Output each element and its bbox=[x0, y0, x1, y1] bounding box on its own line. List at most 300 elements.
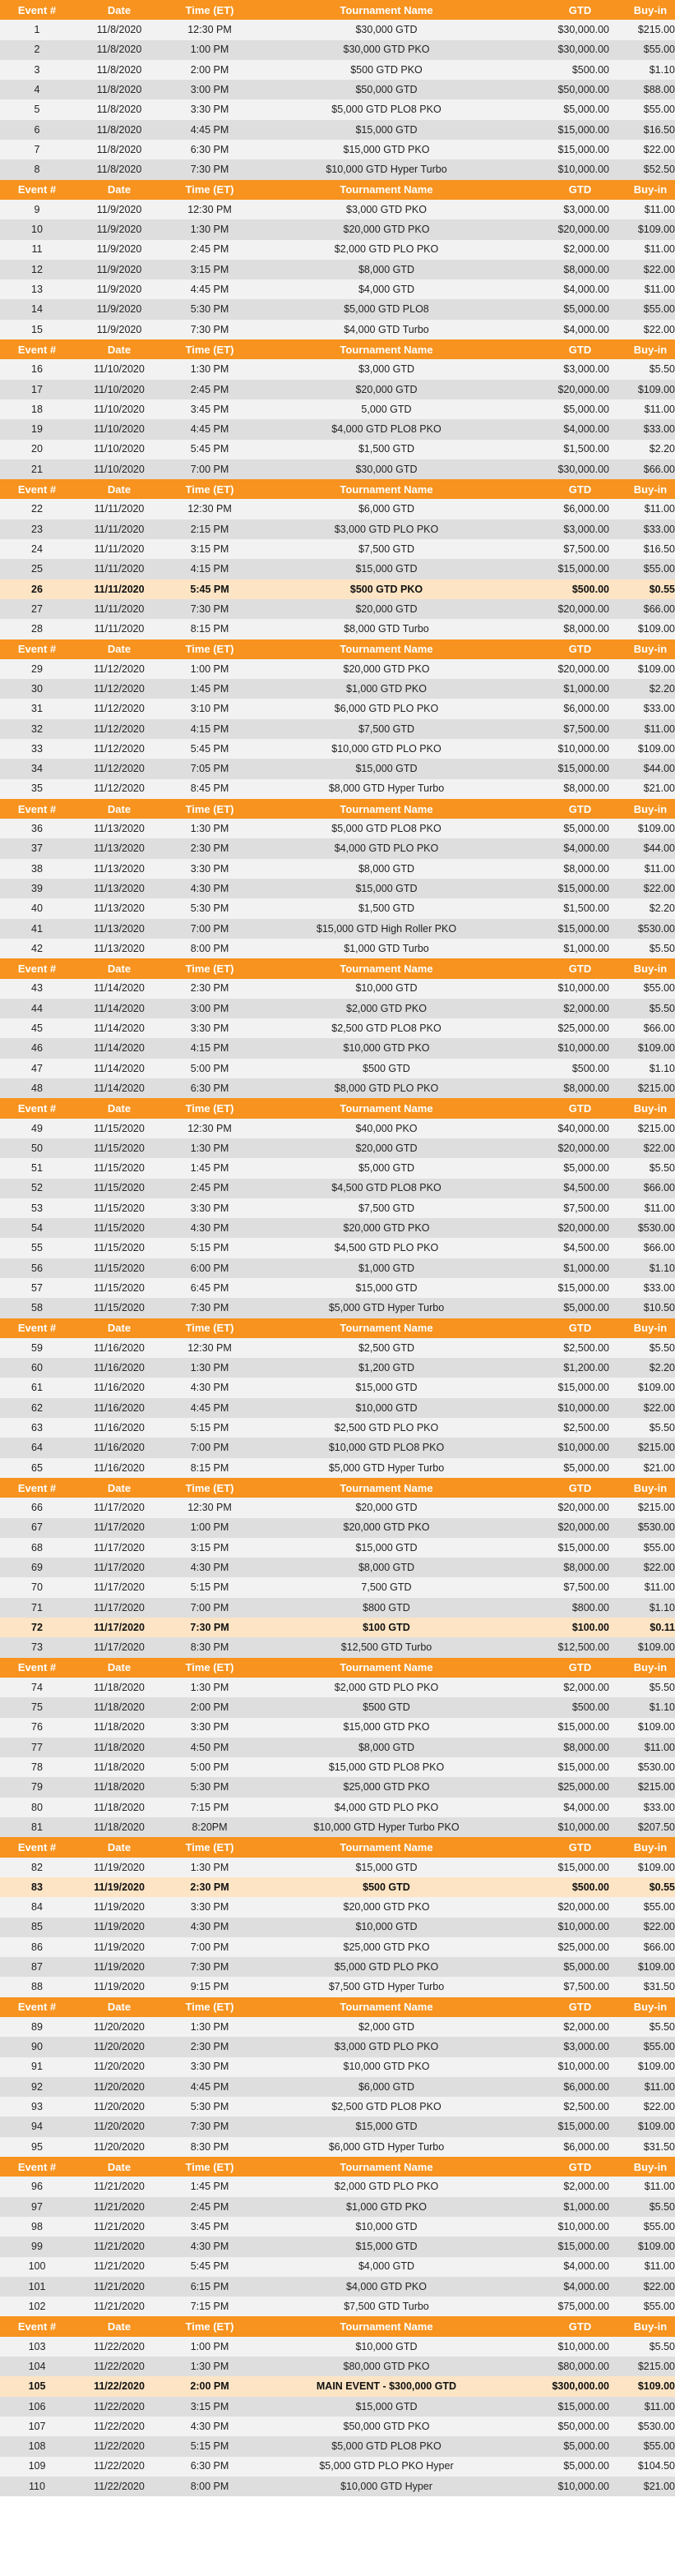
cell-name: $20,000 GTD PKO bbox=[255, 1218, 518, 1238]
cell-time: 3:30 PM bbox=[164, 1198, 255, 1218]
cell-name: $100 GTD bbox=[255, 1618, 518, 1637]
cell-time: 2:45 PM bbox=[164, 240, 255, 260]
cell-name: $10,000 GTD PKO bbox=[255, 2057, 518, 2077]
cell-event: 34 bbox=[0, 759, 74, 778]
cell-name: $800 GTD bbox=[255, 1598, 518, 1618]
column-header-gtd: GTD bbox=[518, 1098, 609, 1118]
cell-event: 1 bbox=[0, 20, 74, 39]
cell-date: 11/20/2020 bbox=[74, 2017, 164, 2037]
cell-gtd: $75,000.00 bbox=[518, 2297, 609, 2316]
cell-name: $20,000 GTD PKO bbox=[255, 1518, 518, 1538]
cell-buyin: $1.10 bbox=[609, 1697, 675, 1717]
cell-buyin: $104.50 bbox=[609, 2457, 675, 2477]
tournament-row bbox=[0, 2017, 675, 2037]
cell-buyin: $215.00 bbox=[609, 1498, 675, 1517]
cell-time: 5:45 PM bbox=[164, 739, 255, 759]
column-header-buyin: Buy-in bbox=[609, 1997, 675, 2017]
cell-time: 1:00 PM bbox=[164, 40, 255, 60]
cell-gtd: $20,000.00 bbox=[518, 380, 609, 399]
cell-time: 7:30 PM bbox=[164, 2117, 255, 2136]
cell-gtd: $4,000.00 bbox=[518, 838, 609, 858]
cell-date: 11/14/2020 bbox=[74, 1018, 164, 1038]
cell-event: 102 bbox=[0, 2297, 74, 2316]
cell-time: 5:15 PM bbox=[164, 1418, 255, 1438]
cell-gtd: $8,000.00 bbox=[518, 859, 609, 879]
cell-date: 11/21/2020 bbox=[74, 2277, 164, 2297]
cell-name: $1,200 GTD bbox=[255, 1358, 518, 1378]
cell-time: 6:45 PM bbox=[164, 1278, 255, 1298]
cell-event: 62 bbox=[0, 1398, 74, 1418]
cell-buyin: $33.00 bbox=[609, 699, 675, 718]
cell-buyin: $66.00 bbox=[609, 1238, 675, 1258]
cell-date: 11/16/2020 bbox=[74, 1338, 164, 1358]
cell-buyin: $109.00 bbox=[609, 2376, 675, 2396]
cell-event: 56 bbox=[0, 1258, 74, 1278]
cell-time: 8:45 PM bbox=[164, 779, 255, 799]
cell-name: $12,500 GTD Turbo bbox=[255, 1637, 518, 1657]
cell-buyin: $109.00 bbox=[609, 2057, 675, 2077]
cell-buyin: $11.00 bbox=[609, 859, 675, 879]
cell-name: $5,000 GTD Hyper Turbo bbox=[255, 1298, 518, 1318]
tournament-row bbox=[0, 40, 675, 60]
column-header-date: Date bbox=[74, 1098, 164, 1118]
cell-event: 13 bbox=[0, 279, 74, 299]
cell-buyin: $109.00 bbox=[609, 1637, 675, 1657]
cell-gtd: $4,000.00 bbox=[518, 419, 609, 439]
day-header-row bbox=[0, 2316, 675, 2336]
column-header-event: Event # bbox=[0, 958, 74, 978]
cell-date: 11/18/2020 bbox=[74, 1817, 164, 1837]
cell-event: 84 bbox=[0, 1897, 74, 1917]
cell-date: 11/13/2020 bbox=[74, 939, 164, 958]
cell-buyin: $11.00 bbox=[609, 1738, 675, 1757]
cell-time: 6:30 PM bbox=[164, 2457, 255, 2477]
cell-time: 12:30 PM bbox=[164, 1498, 255, 1517]
cell-event: 85 bbox=[0, 1918, 74, 1937]
cell-time: 3:00 PM bbox=[164, 80, 255, 99]
cell-name: $10,000 GTD bbox=[255, 2217, 518, 2237]
cell-name: $1,000 GTD PKO bbox=[255, 2197, 518, 2217]
cell-buyin: $0.11 bbox=[609, 1618, 675, 1637]
cell-gtd: $12,500.00 bbox=[518, 1637, 609, 1657]
cell-buyin: $22.00 bbox=[609, 879, 675, 898]
cell-date: 11/14/2020 bbox=[74, 999, 164, 1018]
cell-event: 65 bbox=[0, 1458, 74, 1478]
cell-buyin: $2.20 bbox=[609, 898, 675, 918]
cell-buyin: $21.00 bbox=[609, 1458, 675, 1478]
tournament-row bbox=[0, 2397, 675, 2417]
tournament-row bbox=[0, 1138, 675, 1158]
cell-event: 100 bbox=[0, 2257, 74, 2277]
column-header-name: Tournament Name bbox=[255, 1837, 518, 1857]
cell-date: 11/22/2020 bbox=[74, 2457, 164, 2477]
tournament-row bbox=[0, 2237, 675, 2256]
cell-event: 60 bbox=[0, 1358, 74, 1378]
cell-date: 11/22/2020 bbox=[74, 2357, 164, 2376]
cell-time: 3:10 PM bbox=[164, 699, 255, 718]
tournament-row bbox=[0, 1637, 675, 1657]
cell-name: $2,500 GTD PLO PKO bbox=[255, 1418, 518, 1438]
cell-date: 11/9/2020 bbox=[74, 299, 164, 319]
cell-time: 8:15 PM bbox=[164, 1458, 255, 1478]
tournament-row bbox=[0, 2037, 675, 2057]
cell-name: $5,000 GTD PLO8 PKO bbox=[255, 819, 518, 838]
cell-time: 1:30 PM bbox=[164, 819, 255, 838]
cell-buyin: $22.00 bbox=[609, 1398, 675, 1418]
tournament-row bbox=[0, 1697, 675, 1717]
cell-gtd: $10,000.00 bbox=[518, 979, 609, 999]
cell-gtd: $2,000.00 bbox=[518, 2177, 609, 2196]
tournament-row bbox=[0, 1757, 675, 1777]
cell-gtd: $40,000.00 bbox=[518, 1119, 609, 1138]
cell-event: 79 bbox=[0, 1777, 74, 1797]
cell-event: 61 bbox=[0, 1378, 74, 1397]
cell-gtd: $15,000.00 bbox=[518, 1718, 609, 1738]
tournament-row bbox=[0, 719, 675, 739]
cell-date: 11/10/2020 bbox=[74, 399, 164, 419]
cell-date: 11/12/2020 bbox=[74, 759, 164, 778]
cell-date: 11/18/2020 bbox=[74, 1777, 164, 1797]
cell-date: 11/8/2020 bbox=[74, 159, 164, 179]
cell-event: 29 bbox=[0, 659, 74, 679]
cell-date: 11/11/2020 bbox=[74, 619, 164, 639]
cell-name: $2,500 GTD PLO8 PKO bbox=[255, 2097, 518, 2117]
day-header-row bbox=[0, 0, 675, 20]
column-header-name: Tournament Name bbox=[255, 479, 518, 499]
cell-gtd: $20,000.00 bbox=[518, 1498, 609, 1517]
cell-date: 11/11/2020 bbox=[74, 499, 164, 519]
column-header-gtd: GTD bbox=[518, 1997, 609, 2017]
cell-buyin: $22.00 bbox=[609, 1558, 675, 1577]
cell-name: $8,000 GTD bbox=[255, 260, 518, 279]
cell-name: $5,000 GTD PLO8 PKO bbox=[255, 2436, 518, 2456]
cell-gtd: $4,000.00 bbox=[518, 1798, 609, 1817]
cell-gtd: $15,000.00 bbox=[518, 2397, 609, 2417]
cell-buyin: $16.50 bbox=[609, 120, 675, 140]
cell-gtd: $6,000.00 bbox=[518, 2137, 609, 2157]
tournament-row bbox=[0, 999, 675, 1018]
cell-time: 5:30 PM bbox=[164, 2097, 255, 2117]
cell-date: 11/20/2020 bbox=[74, 2037, 164, 2057]
cell-time: 3:45 PM bbox=[164, 399, 255, 419]
cell-date: 11/14/2020 bbox=[74, 979, 164, 999]
cell-date: 11/19/2020 bbox=[74, 1918, 164, 1937]
cell-gtd: $15,000.00 bbox=[518, 1757, 609, 1777]
cell-buyin: $5.50 bbox=[609, 939, 675, 958]
cell-event: 92 bbox=[0, 2077, 74, 2097]
cell-time: 9:15 PM bbox=[164, 1977, 255, 1997]
column-header-name: Tournament Name bbox=[255, 1098, 518, 1118]
cell-event: 106 bbox=[0, 2397, 74, 2417]
cell-gtd: $20,000.00 bbox=[518, 599, 609, 619]
cell-gtd: $15,000.00 bbox=[518, 120, 609, 140]
cell-time: 4:30 PM bbox=[164, 1378, 255, 1397]
cell-time: 6:30 PM bbox=[164, 140, 255, 159]
cell-buyin: $215.00 bbox=[609, 1777, 675, 1797]
column-header-time: Time (ET) bbox=[164, 1478, 255, 1498]
cell-buyin: $33.00 bbox=[609, 1798, 675, 1817]
cell-name: $4,000 GTD PLO PKO bbox=[255, 1798, 518, 1817]
cell-buyin: $55.00 bbox=[609, 2037, 675, 2057]
cell-gtd: $4,000.00 bbox=[518, 2257, 609, 2277]
column-header-name: Tournament Name bbox=[255, 639, 518, 659]
cell-name: $10,000 GTD bbox=[255, 1918, 518, 1937]
cell-time: 4:30 PM bbox=[164, 1218, 255, 1238]
column-header-event: Event # bbox=[0, 180, 74, 200]
cell-gtd: $15,000.00 bbox=[518, 919, 609, 939]
cell-date: 11/20/2020 bbox=[74, 2097, 164, 2117]
cell-time: 3:30 PM bbox=[164, 1718, 255, 1738]
cell-date: 11/16/2020 bbox=[74, 1458, 164, 1478]
cell-name: $25,000 GTD PKO bbox=[255, 1937, 518, 1957]
cell-buyin: $5.50 bbox=[609, 1418, 675, 1438]
cell-date: 11/17/2020 bbox=[74, 1598, 164, 1618]
cell-event: 48 bbox=[0, 1078, 74, 1098]
day-header-row bbox=[0, 1658, 675, 1678]
cell-buyin: $530.00 bbox=[609, 919, 675, 939]
cell-time: 6:00 PM bbox=[164, 1258, 255, 1278]
cell-date: 11/19/2020 bbox=[74, 1977, 164, 1997]
cell-time: 1:30 PM bbox=[164, 2017, 255, 2037]
column-header-date: Date bbox=[74, 1318, 164, 1338]
cell-buyin: $215.00 bbox=[609, 1078, 675, 1098]
cell-name: $10,000 GTD bbox=[255, 1398, 518, 1418]
tournament-row bbox=[0, 20, 675, 39]
cell-buyin: $109.00 bbox=[609, 2237, 675, 2256]
day-header-row bbox=[0, 339, 675, 359]
cell-gtd: $3,000.00 bbox=[518, 2037, 609, 2057]
cell-gtd: $1,200.00 bbox=[518, 1358, 609, 1378]
cell-name: $15,000 GTD PKO bbox=[255, 140, 518, 159]
cell-buyin: $0.55 bbox=[609, 579, 675, 599]
cell-buyin: $66.00 bbox=[609, 1937, 675, 1957]
tournament-row bbox=[0, 1278, 675, 1298]
cell-buyin: $55.00 bbox=[609, 2436, 675, 2456]
cell-buyin: $11.00 bbox=[609, 1198, 675, 1218]
cell-event: 21 bbox=[0, 459, 74, 479]
cell-time: 7:30 PM bbox=[164, 1298, 255, 1318]
cell-name: $4,000 GTD PLO PKO bbox=[255, 838, 518, 858]
cell-name: $15,000 GTD bbox=[255, 2237, 518, 2256]
tournament-row bbox=[0, 1298, 675, 1318]
cell-time: 5:30 PM bbox=[164, 299, 255, 319]
tournament-row bbox=[0, 819, 675, 838]
column-header-buyin: Buy-in bbox=[609, 1478, 675, 1498]
cell-date: 11/17/2020 bbox=[74, 1498, 164, 1517]
column-header-name: Tournament Name bbox=[255, 2157, 518, 2177]
cell-name: $1,000 GTD bbox=[255, 1258, 518, 1278]
cell-name: $20,000 GTD bbox=[255, 1498, 518, 1517]
cell-gtd: $50,000.00 bbox=[518, 2417, 609, 2436]
cell-time: 3:30 PM bbox=[164, 859, 255, 879]
cell-time: 4:15 PM bbox=[164, 559, 255, 579]
cell-event: 59 bbox=[0, 1338, 74, 1358]
cell-time: 1:30 PM bbox=[164, 1138, 255, 1158]
cell-date: 11/20/2020 bbox=[74, 2137, 164, 2157]
cell-gtd: $500.00 bbox=[518, 60, 609, 80]
cell-date: 11/17/2020 bbox=[74, 1518, 164, 1538]
cell-date: 11/12/2020 bbox=[74, 699, 164, 718]
cell-buyin: $11.00 bbox=[609, 2257, 675, 2277]
cell-event: 10 bbox=[0, 219, 74, 239]
tournament-row bbox=[0, 240, 675, 260]
tournament-row bbox=[0, 2177, 675, 2196]
cell-buyin: $22.00 bbox=[609, 1138, 675, 1158]
cell-time: 4:50 PM bbox=[164, 1738, 255, 1757]
column-header-buyin: Buy-in bbox=[609, 2157, 675, 2177]
cell-date: 11/9/2020 bbox=[74, 240, 164, 260]
cell-buyin: $5.50 bbox=[609, 2197, 675, 2217]
cell-date: 11/8/2020 bbox=[74, 40, 164, 60]
cell-buyin: $44.00 bbox=[609, 838, 675, 858]
cell-buyin: $0.55 bbox=[609, 1877, 675, 1897]
cell-gtd: $7,500.00 bbox=[518, 719, 609, 739]
tournament-row bbox=[0, 1798, 675, 1817]
cell-date: 11/18/2020 bbox=[74, 1738, 164, 1757]
cell-buyin: $5.50 bbox=[609, 1158, 675, 1178]
cell-name: $20,000 GTD PKO bbox=[255, 1897, 518, 1917]
tournament-row bbox=[0, 919, 675, 939]
cell-name: $4,500 GTD PLO PKO bbox=[255, 1238, 518, 1258]
cell-date: 11/15/2020 bbox=[74, 1179, 164, 1198]
cell-date: 11/22/2020 bbox=[74, 2337, 164, 2357]
tournament-row bbox=[0, 1957, 675, 1977]
cell-date: 11/22/2020 bbox=[74, 2417, 164, 2436]
tournament-row bbox=[0, 1038, 675, 1058]
cell-date: 11/21/2020 bbox=[74, 2177, 164, 2196]
cell-gtd: $6,000.00 bbox=[518, 699, 609, 718]
cell-buyin: $10.50 bbox=[609, 1298, 675, 1318]
cell-event: 63 bbox=[0, 1418, 74, 1438]
cell-gtd: $5,000.00 bbox=[518, 1957, 609, 1977]
cell-buyin: $2.20 bbox=[609, 1358, 675, 1378]
cell-event: 94 bbox=[0, 2117, 74, 2136]
cell-name: 5,000 GTD bbox=[255, 399, 518, 419]
cell-time: 2:30 PM bbox=[164, 979, 255, 999]
tournament-row bbox=[0, 1358, 675, 1378]
cell-event: 23 bbox=[0, 519, 74, 539]
cell-event: 82 bbox=[0, 1858, 74, 1877]
cell-name: $3,000 GTD PLO PKO bbox=[255, 519, 518, 539]
cell-buyin: $109.00 bbox=[609, 1957, 675, 1977]
cell-event: 54 bbox=[0, 1218, 74, 1238]
cell-time: 1:30 PM bbox=[164, 1358, 255, 1378]
cell-time: 8:15 PM bbox=[164, 619, 255, 639]
cell-date: 11/8/2020 bbox=[74, 99, 164, 119]
cell-date: 11/9/2020 bbox=[74, 320, 164, 339]
cell-event: 53 bbox=[0, 1198, 74, 1218]
cell-event: 18 bbox=[0, 399, 74, 419]
tournament-row bbox=[0, 1078, 675, 1098]
tournament-row bbox=[0, 739, 675, 759]
cell-time: 3:15 PM bbox=[164, 1538, 255, 1558]
cell-date: 11/13/2020 bbox=[74, 819, 164, 838]
cell-time: 5:15 PM bbox=[164, 1238, 255, 1258]
cell-event: 35 bbox=[0, 779, 74, 799]
column-header-gtd: GTD bbox=[518, 1478, 609, 1498]
cell-buyin: $22.00 bbox=[609, 1918, 675, 1937]
column-header-time: Time (ET) bbox=[164, 1098, 255, 1118]
tournament-row bbox=[0, 380, 675, 399]
cell-time: 2:30 PM bbox=[164, 838, 255, 858]
tournament-row bbox=[0, 2057, 675, 2077]
cell-date: 11/20/2020 bbox=[74, 2117, 164, 2136]
column-header-time: Time (ET) bbox=[164, 479, 255, 499]
day-header-row bbox=[0, 1318, 675, 1338]
cell-event: 109 bbox=[0, 2457, 74, 2477]
column-header-gtd: GTD bbox=[518, 958, 609, 978]
cell-date: 11/20/2020 bbox=[74, 2077, 164, 2097]
column-header-event: Event # bbox=[0, 1478, 74, 1498]
cell-time: 8:20PM bbox=[164, 1817, 255, 1837]
cell-event: 27 bbox=[0, 599, 74, 619]
cell-date: 11/15/2020 bbox=[74, 1278, 164, 1298]
column-header-time: Time (ET) bbox=[164, 0, 255, 20]
cell-buyin: $1.10 bbox=[609, 60, 675, 80]
cell-event: 2 bbox=[0, 40, 74, 60]
column-header-buyin: Buy-in bbox=[609, 1098, 675, 1118]
cell-buyin: $31.50 bbox=[609, 2137, 675, 2157]
cell-event: 15 bbox=[0, 320, 74, 339]
column-header-event: Event # bbox=[0, 339, 74, 359]
column-header-gtd: GTD bbox=[518, 2316, 609, 2336]
cell-buyin: $33.00 bbox=[609, 519, 675, 539]
cell-event: 90 bbox=[0, 2037, 74, 2057]
tournament-row bbox=[0, 2197, 675, 2217]
tournament-row bbox=[0, 979, 675, 999]
cell-event: 30 bbox=[0, 679, 74, 699]
column-header-gtd: GTD bbox=[518, 639, 609, 659]
cell-gtd: $7,500.00 bbox=[518, 539, 609, 559]
cell-name: $7,500 GTD bbox=[255, 1198, 518, 1218]
cell-gtd: $8,000.00 bbox=[518, 619, 609, 639]
cell-event: 38 bbox=[0, 859, 74, 879]
cell-gtd: $5,000.00 bbox=[518, 299, 609, 319]
cell-name: $3,000 GTD PKO bbox=[255, 200, 518, 219]
tournament-row bbox=[0, 1398, 675, 1418]
cell-buyin: $55.00 bbox=[609, 2217, 675, 2237]
cell-gtd: $1,000.00 bbox=[518, 679, 609, 699]
tournament-row bbox=[0, 1598, 675, 1618]
column-header-gtd: GTD bbox=[518, 1318, 609, 1338]
tournament-row bbox=[0, 1918, 675, 1937]
cell-buyin: $215.00 bbox=[609, 20, 675, 39]
tournament-row bbox=[0, 1558, 675, 1577]
tournament-row bbox=[0, 1418, 675, 1438]
cell-buyin: $55.00 bbox=[609, 559, 675, 579]
cell-name: $7,500 GTD Turbo bbox=[255, 2297, 518, 2316]
cell-name: $1,000 GTD PKO bbox=[255, 679, 518, 699]
cell-name: $10,000 GTD PKO bbox=[255, 1038, 518, 1058]
cell-event: 39 bbox=[0, 879, 74, 898]
tournament-row bbox=[0, 1179, 675, 1198]
cell-gtd: $10,000.00 bbox=[518, 1398, 609, 1418]
cell-time: 4:30 PM bbox=[164, 2417, 255, 2436]
tournament-row bbox=[0, 659, 675, 679]
cell-event: 46 bbox=[0, 1038, 74, 1058]
cell-name: $4,000 GTD PKO bbox=[255, 2277, 518, 2297]
tournament-row bbox=[0, 1897, 675, 1917]
cell-name: $2,500 GTD PLO8 PKO bbox=[255, 1018, 518, 1038]
cell-time: 4:45 PM bbox=[164, 419, 255, 439]
column-header-date: Date bbox=[74, 479, 164, 499]
column-header-gtd: GTD bbox=[518, 799, 609, 819]
cell-name: $10,000 GTD Hyper Turbo bbox=[255, 159, 518, 179]
cell-date: 11/19/2020 bbox=[74, 1897, 164, 1917]
column-header-date: Date bbox=[74, 1997, 164, 2017]
cell-gtd: $2,000.00 bbox=[518, 1678, 609, 1697]
cell-time: 5:00 PM bbox=[164, 1757, 255, 1777]
